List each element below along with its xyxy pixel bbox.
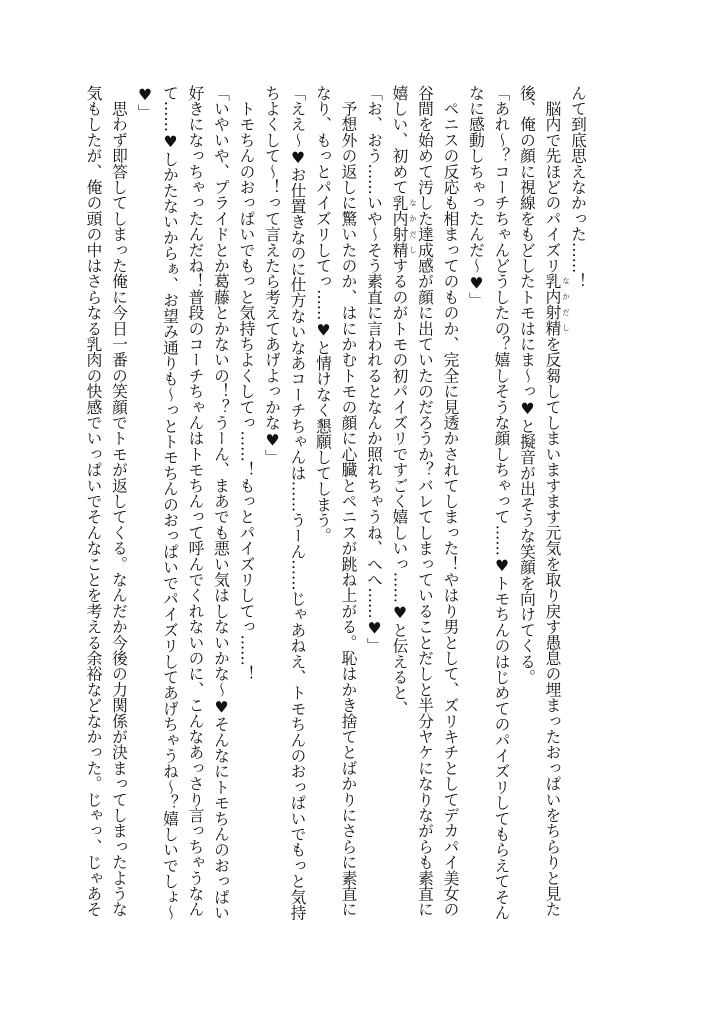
ruby-base-text: 乳内射精 — [543, 273, 563, 337]
text-segment: するのがトモの初パイズリですごく嬉しいっ……♥と伝えると、 — [390, 257, 410, 717]
text-column: 「あれ〜？コーチちゃんどうしたの？嬉しそうな顔しちゃって……♥トモちんのはじめてのパイズリしてもらえてそん — [492, 85, 512, 921]
text-segment: 脳内で先ほどのパイズリ — [543, 85, 563, 274]
text-segment: を反芻してしまいますます元気を取り戻す愚息の埋まったおっぱいをちらりと見た — [543, 336, 563, 918]
text-column-with-ruby — [540, 85, 571, 920]
text-column: ♥」 — [135, 85, 155, 120]
text-column: 後、俺の顔に視線をもどしたトモはにま〜っ♥と擬音が出そうな笑顔を向けてくる。 — [518, 85, 537, 685]
ruby-base — [390, 194, 418, 262]
text-segment: 嬉しい、初めて — [390, 85, 410, 195]
text-column: 気もしたが、俺の頭の中はさらなる乳肉の快感でいっぱいでそんなことを考える余裕などなかった。じゃっ、じゃあそ — [84, 85, 104, 918]
ruby-annotation: なかだし — [409, 198, 418, 262]
text-column: 好きになっちゃったんだね！普段のコーチちゃんはトモちんって呼んでくれないのに、こんなあっさり言っちゃうなん — [186, 85, 206, 918]
text-column: んて到底思えなかった……！ — [569, 85, 588, 290]
text-column: 「お、おう……いや〜そう素直に言われるとなんか照れちゃうね、へへ……♥」 — [365, 85, 384, 654]
text-column: 谷間を始めて汚した達成感が顔に出ていたのだろうか？バレてしまっていることだしと半分ヤケになりながらも素直に — [416, 85, 435, 918]
text-column-with-ruby — [387, 85, 418, 920]
text-column: 思わず即答してしまった俺に今日一番の笑顔でトモが返してくる。なんだか今後の力関係が決まってしまったような — [110, 85, 129, 918]
text-column: なに感動しちゃったんだ〜♥」 — [467, 85, 486, 309]
text-column: ちよくして〜！って言えたら考えてあげよっかな♥」 — [263, 85, 282, 466]
vertical-text-block — [81, 85, 591, 920]
ruby-base-text: 乳内射精 — [390, 194, 410, 258]
text-column: なり、もっとパイズリしてっ……♥と情けなく懇願してしまう。 — [314, 85, 333, 544]
text-column: トモちんのおっぱいでもっと気持ちよくしてっ……！もっとパイズリしてっ……！ — [237, 85, 257, 682]
text-column: 「ええ〜♥お仕置きなのに仕方ないなあコーチちゃんは……うーん……じゃあねえ、トモちんのおっぱいでもっと気持 — [288, 85, 308, 921]
text-column: 予想外の返しに驚いたのか、はにかむトモの顔に心臓とペニスが跳ね上がる。恥はかき捨てとばかりにさらに素直に — [339, 85, 359, 918]
ruby-annotation: なかだし — [562, 277, 571, 341]
ruby-base — [543, 273, 571, 341]
text-column: て……♥しかたないからぁ、お望み通りも〜っとトモちんのおっぱいでパイズリしてあげちゃうね〜？嬉しいでしょ〜 — [161, 85, 180, 921]
text-column: 「いやいや、プライドとか葛藤とかないの！？うーん、まあでも悪い気はしないかな〜♥そんなにトモちんのおっぱい — [212, 85, 231, 921]
text-column: ペニスの反応も相まってのものか、完全に見透かされてしまった！やはり男として、ズリキチとしてデカパイ美女の — [441, 85, 461, 918]
